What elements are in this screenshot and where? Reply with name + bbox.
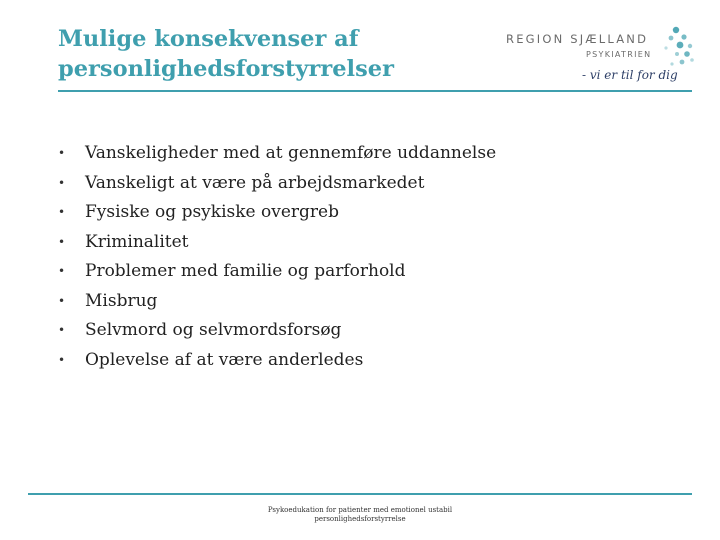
bullet-item — [58, 287, 496, 317]
bullet-item — [58, 316, 496, 346]
bullet-dot: • — [58, 175, 66, 190]
bullet-text: Misbrug — [85, 290, 158, 311]
footer-divider — [28, 493, 692, 495]
logo-subtitle: PSYKIATRIEN — [586, 50, 652, 59]
bullet-dot: • — [58, 234, 66, 249]
logo-dot — [684, 51, 690, 57]
title-line-2: personlighedsforstyrrelser — [58, 56, 394, 82]
bullet-item — [58, 139, 496, 169]
footer-text — [210, 506, 510, 524]
bullet-dot: • — [58, 293, 66, 308]
logo-dot — [681, 34, 686, 39]
bullet-text: Oplevelse af at være anderledes — [85, 349, 364, 370]
logo-dot-cluster — [664, 27, 693, 66]
logo-dot — [690, 58, 694, 62]
logo-dot — [675, 52, 679, 56]
title-divider — [58, 90, 692, 92]
logo-dot — [670, 62, 673, 65]
bullet-dot: • — [58, 205, 66, 219]
bullet-dot: • — [58, 323, 66, 337]
logo-dot — [664, 46, 667, 49]
bullet-item — [58, 257, 496, 287]
bullet-text: Vanskeligheder med at gennemføre uddannelse — [85, 143, 497, 163]
logo-dot — [677, 42, 684, 49]
bullet-list — [58, 139, 496, 375]
bullet-item — [58, 346, 496, 376]
region-sjaelland-logo — [506, 24, 696, 88]
slide-title — [58, 24, 478, 84]
bullet-text: Problemer med familie og parforhold — [85, 261, 406, 281]
bullet-text: Kriminalitet — [85, 231, 189, 252]
bullet-text: Fysiske og psykiske overgreb — [85, 202, 339, 222]
bullet-text: Vanskeligt at være på arbejdsmarkedet — [85, 172, 425, 193]
logo-dot — [688, 44, 692, 48]
bullet-dot: • — [58, 146, 66, 160]
bullet-text: Selvmord og selvmordsforsøg — [85, 320, 342, 340]
bullet-dot: • — [58, 352, 66, 367]
bullet-dot: • — [58, 264, 66, 278]
footer-line-2: personlighedsforstyrrelse — [314, 515, 406, 523]
logo-dot — [669, 36, 674, 41]
bullet-item — [58, 228, 496, 258]
logo-tagline: - vi er til for dig — [582, 68, 678, 82]
bullet-item — [58, 198, 496, 228]
logo-dot — [673, 27, 679, 33]
title-line-1: Mulige konsekvenser af — [58, 26, 359, 52]
logo-dot — [680, 60, 685, 65]
footer-line-1: Psykoedukation for patienter med emotionel ustabil — [267, 506, 453, 514]
bullet-item — [58, 169, 496, 199]
logo-name: REGION SJÆLLAND — [506, 32, 649, 46]
